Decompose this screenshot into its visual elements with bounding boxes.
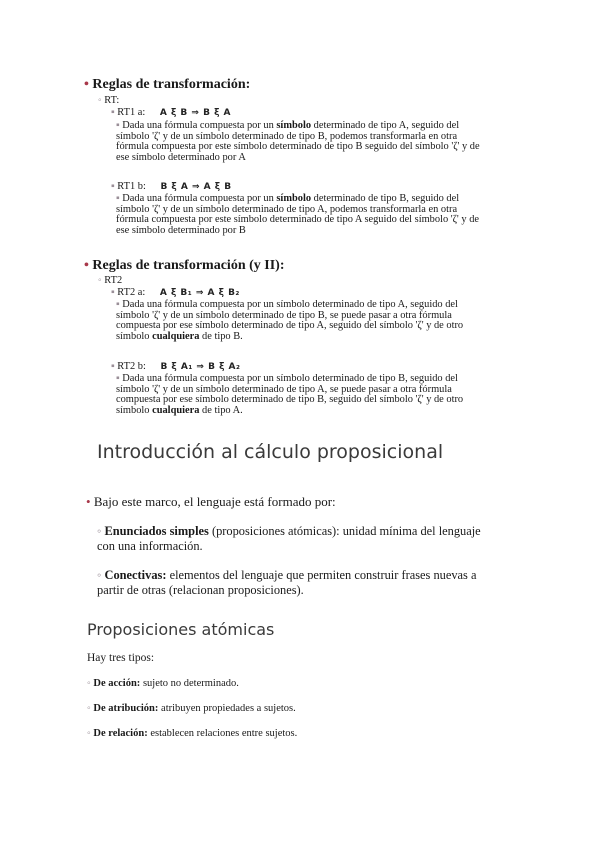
list-item — [87, 703, 296, 714]
bullet-icon: ◦ — [97, 524, 102, 538]
bullet-icon: ▪ — [116, 193, 120, 204]
section1-heading — [84, 77, 250, 93]
bullet-icon: ▪ — [116, 120, 120, 131]
item-bold: De atribución: — [93, 703, 159, 714]
bullet-icon: ▪ — [116, 373, 120, 384]
bullet-icon: ▪ — [111, 181, 115, 192]
bullet-icon: ◦ — [87, 728, 91, 739]
bullet-icon: ▪ — [116, 299, 120, 310]
rt1a-formula: A ξ B ⇒ B ξ A — [159, 108, 231, 118]
rt1a-label: RT1 a: — [117, 107, 146, 118]
item1-bold: Enunciados simples — [104, 524, 209, 538]
rt2a-formula: A ξ B₁ ⇒ A ξ B₂ — [159, 288, 240, 298]
section3-item2 — [97, 568, 487, 598]
rt1b-formula: B ξ A ⇒ A ξ B — [160, 182, 232, 192]
item-bold: De acción: — [93, 678, 141, 689]
rt2a-text-post: de tipo B. — [199, 330, 243, 342]
rt1a-row — [111, 107, 231, 119]
rt1a-description — [116, 121, 488, 163]
rt2b-text-post: de tipo A. — [199, 404, 243, 416]
item-bold: De relación: — [93, 728, 148, 739]
rt2a-description — [116, 300, 478, 342]
rt-group-label — [98, 95, 119, 106]
list-item — [87, 678, 239, 689]
rt1b-row — [111, 181, 232, 193]
rt2a-label: RT2 a: — [117, 287, 146, 298]
item-text: sujeto no determinado. — [140, 678, 239, 689]
section2-title: Reglas de transformación (y II): — [92, 258, 285, 273]
rt2b-formula: B ξ A₁ ⇒ B ξ A₂ — [160, 362, 241, 372]
section3-intro-text: Bajo este marco, el lenguaje está formado por: — [93, 494, 336, 509]
bullet-icon: ◦ — [87, 678, 91, 689]
rt2-label: RT2 — [104, 275, 123, 286]
rt1b-text-pre: Dada una fórmula compuesta por un — [122, 193, 277, 204]
rt2a-text-pre: Dada una fórmula compuesta por un símbolo determinado de tipo A, seguido del símbolo 'ζ' y de un símbolo determinado de tipo B, se puede pasar a otra fórmula compuesta por ese símbolo determinado de tipo A, seguido del símbolo 'ζ' y de otro símbolo — [116, 299, 464, 342]
item1-text: (proposiciones atómicas): unidad mínima del lenguaje con una información. — [97, 524, 481, 553]
bullet-icon: ◦ — [97, 568, 102, 582]
bullet-icon: ▪ — [111, 287, 115, 298]
section1-title: Reglas de transformación: — [92, 77, 251, 92]
rt2a-text-bold: cualquiera — [152, 330, 200, 342]
rt1a-text-pre: Dada una fórmula compuesta por un — [122, 120, 277, 131]
item-text: atribuyen propiedades a sujetos. — [158, 703, 296, 714]
section2-heading — [84, 258, 285, 274]
section4-title: Proposiciones atómicas — [87, 620, 275, 639]
bullet-icon: ◦ — [98, 275, 102, 286]
rt2-group-label — [98, 275, 122, 286]
bullet-icon: • — [84, 258, 89, 273]
section3-title: Introducción al cálculo proposicional — [97, 441, 444, 463]
rt1b-label: RT1 b: — [117, 181, 146, 192]
bullet-icon: • — [86, 494, 91, 509]
rt1b-text-post: determinado de tipo B, seguido del símbolo 'ζ' y de un símbolo determinado de tipo A, podemos transformarla en otra fórmula compuesta por este símbolo determinado de tipo A seguido del símbolo 'ζ' y de ese símbolo determinado por B — [116, 193, 479, 236]
item-text: establecen relaciones entre sujetos. — [147, 728, 298, 739]
section4-intro: Hay tres tipos: — [87, 652, 155, 664]
item2-bold: Conectivas: — [104, 568, 167, 582]
rt-label: RT: — [104, 95, 120, 106]
rt1b-text-bold: símbolo — [276, 193, 312, 204]
item2-text: elementos del lenguaje que permiten construir frases nuevas a partir de otras (relacionan proposiciones). — [97, 568, 477, 597]
list-item — [87, 728, 297, 739]
rt2a-row — [111, 287, 240, 299]
bullet-icon: • — [84, 77, 89, 92]
rt1a-text-post: determinado de tipo A, seguido del símbolo 'ζ' y de un símbolo determinado de tipo B, podemos transformarla en otra fórmula compuesta por este símbolo determinado de tipo B seguido del símbolo 'ζ' y de ese símbolo determinado por A — [116, 120, 480, 163]
bullet-icon: ▪ — [111, 107, 115, 118]
rt1a-text-bold: símbolo — [276, 120, 312, 131]
bullet-icon: ◦ — [87, 703, 91, 714]
bullet-icon: ▪ — [111, 361, 115, 372]
section3-item1 — [97, 524, 487, 554]
rt2b-text-pre: Dada una fórmula compuesta por un símbolo determinado de tipo B, seguido del símbolo 'ζ' y de un símbolo determinado de tipo A, se puede pasar a otra fórmula compuesta por ese símbolo determinado de tipo B, seguido del símbolo 'ζ' y de otro símbolo — [116, 373, 464, 416]
section3-intro — [86, 494, 336, 510]
rt2b-text-bold: cualquiera — [152, 404, 200, 416]
rt1b-description — [116, 194, 488, 236]
rt2b-row — [111, 361, 240, 373]
bullet-icon: ◦ — [98, 95, 102, 106]
rt2b-label: RT2 b: — [117, 361, 146, 372]
rt2b-description — [116, 374, 478, 416]
